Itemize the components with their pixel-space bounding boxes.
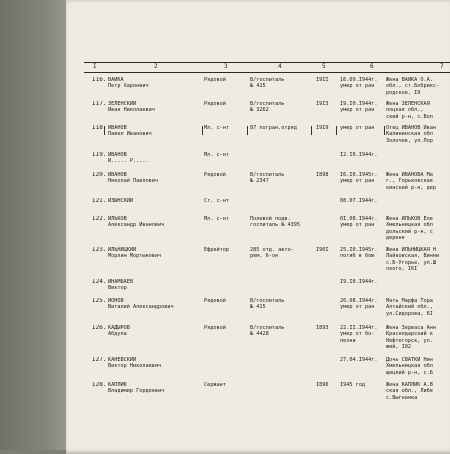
relatives-address: Жена ИЛЬКОВ Еле Хмельницкая обл дольский р-н, с дереня: [386, 216, 433, 241]
date-of-death: I6.I0.I945г. умер от ран: [340, 172, 378, 185]
row-number: I22.: [92, 216, 107, 222]
person-name: ИВАНОВ Николай Павлович: [108, 172, 158, 185]
unit-or-hospital: 285 отд. авто- рем. б-он: [250, 247, 294, 260]
row-number: I26.: [92, 325, 107, 331]
birth-year: I898: [316, 172, 329, 178]
row-number: I24.: [92, 279, 107, 285]
relatives-address: Жена ИЛЬНИЦКАЯ Н Лайковская, Винни с.Б-Угорье, ул.Ш окого, I6I: [386, 247, 440, 272]
row-number: I16.: [92, 77, 107, 83]
col-header-5: 5: [322, 63, 326, 70]
date-of-death: 16.09.I944г. умер от ран: [340, 77, 378, 90]
relatives-address: Жена Зерваса Анн Краснодарский к Нефтегорск, ул. жий, I02: [386, 325, 436, 350]
row-number: I18.: [92, 125, 107, 131]
table-row: [0, 216, 450, 246]
table-row: [0, 382, 450, 412]
unit-or-hospital: В/госпиталь № 415: [250, 77, 285, 90]
relatives-address: Жена ЗЕЛЕНСКАЯ лоцкая обл., ский р-н, с.Вол: [386, 101, 433, 120]
person-name: ЗЕЛЕНСКИЙ Иван Николаевич: [108, 101, 155, 114]
table-header: [0, 63, 450, 73]
relatives-address: Отец ИВАНОВ Иван Калининская обл Золочев, ул.Лор: [386, 125, 436, 144]
table-row: [0, 247, 450, 277]
col-header-7: 7: [440, 63, 444, 70]
date-of-death: 0I.08.I944г. умер от ран: [340, 216, 378, 229]
col-header-3: 3: [224, 63, 228, 70]
person-name: ИЛЬНИЦКИЙ Морлин Мортынович: [108, 247, 162, 260]
date-of-death: I9.I0.I944г.: [340, 279, 378, 285]
military-rank: Ефрейтор: [204, 247, 229, 253]
unit-or-hospital: В/госпиталь № 2347: [250, 172, 285, 185]
person-name: КАПЛИК Владимир Гордеевич: [108, 382, 165, 395]
row-number: I17.: [92, 101, 107, 107]
birth-year: I9II: [316, 77, 329, 83]
person-name: ИВАНОВ Павел Иванович: [108, 125, 152, 138]
unit-or-hospital: В/госпиталь № 3262: [250, 101, 285, 114]
military-rank: Мл. с-нт: [204, 152, 229, 158]
date-of-death: I2.I0.I944г.: [340, 152, 378, 158]
col-header-2: 2: [154, 63, 158, 70]
row-number: I23.: [92, 247, 107, 253]
person-name: ИЛЬКОВ Александр Иванович: [108, 216, 165, 229]
unit-or-hospital: В/госпиталь № 415: [250, 298, 285, 311]
person-name: КАНЕВСКИЙ Виктор Николаевич: [108, 357, 162, 370]
military-rank: Рядовой: [204, 298, 226, 304]
military-rank: Рядовой: [204, 77, 226, 83]
military-rank: Рядовой: [204, 325, 226, 331]
military-rank: Мл. с-нт: [204, 216, 229, 222]
row-number: I25.: [92, 298, 107, 304]
relatives-address: Мать Марфа Тора Алтайский обл., ул.Сидорова, 6I: [386, 298, 433, 317]
table-row: [0, 298, 450, 328]
date-of-death: 08.07.I944г.: [340, 198, 378, 204]
person-name: КАДЫРОВ Абдула: [108, 325, 130, 338]
date-of-death: I945 год: [340, 382, 365, 388]
date-of-death: I9.I0.I944г. умер от ран: [340, 101, 378, 114]
row-number: I2I.: [92, 198, 107, 204]
person-name: ИНАМБАЕВ Виктор: [108, 279, 133, 292]
military-rank: Сержант: [204, 382, 226, 388]
col-header-1: I: [93, 63, 97, 70]
date-of-death: 22.II.I944г. умер от бо- лезни: [340, 325, 378, 344]
person-name: ВАЙКА Петр Харонвич: [108, 77, 149, 90]
relatives-address: Жена КАПЛИК А.В ская обл., Либе с.Выгнанка: [386, 382, 433, 401]
unit-or-hospital: В/госпиталь № 4428: [250, 325, 285, 338]
row-number: II9.: [92, 152, 107, 158]
birth-year: I896: [316, 382, 329, 388]
col-header-6: 6: [370, 63, 374, 70]
person-name: ИЗЫНСКИЙ: [108, 198, 133, 204]
table-row: [0, 125, 450, 155]
unit-or-hospital: 87 погран.отряд: [250, 125, 297, 131]
military-rank: Ст. с-нт: [204, 198, 229, 204]
relatives-address: Дочь СВАТКИ Нин Хмельницкая обл щецкий р-н, с.Б: [386, 357, 433, 376]
date-of-death: 26.08.I944г. умер от ран: [340, 298, 378, 311]
birth-year: I90I: [316, 247, 329, 253]
military-rank: Мл. с-нт: [204, 125, 229, 131]
row-number: I28.: [92, 382, 107, 388]
relatives-address: Жена ИВАНОВА Ма г., Горьковская кинский р-н, дер: [386, 172, 436, 191]
date-of-death: 25.I0.I945г. погиб в бою: [340, 247, 378, 260]
relatives-address: Жена ВАЙКА О.А. обл., ст.Бобрикс- родское, I9: [386, 77, 440, 96]
unit-or-hospital: Полевой подв. госпиталь № 4395: [250, 216, 300, 229]
birth-year: I893: [316, 325, 329, 331]
date-of-death: умер от ран: [340, 125, 375, 131]
col-header-4: 4: [278, 63, 282, 70]
military-rank: Рядовой: [204, 101, 226, 107]
table-row: [0, 325, 450, 355]
row-number: I20.: [92, 172, 107, 178]
date-of-death: 27.04.I944г.: [340, 357, 378, 363]
person-name: ИОНОВ Виталий Александрович: [108, 298, 174, 311]
birth-year: I9I3: [316, 101, 329, 107]
row-number: I27.: [92, 357, 107, 363]
birth-year: I9I9: [316, 125, 329, 131]
person-name: ИВАНОВ И..... Р.....: [108, 152, 149, 165]
military-rank: Рядовой: [204, 172, 226, 178]
